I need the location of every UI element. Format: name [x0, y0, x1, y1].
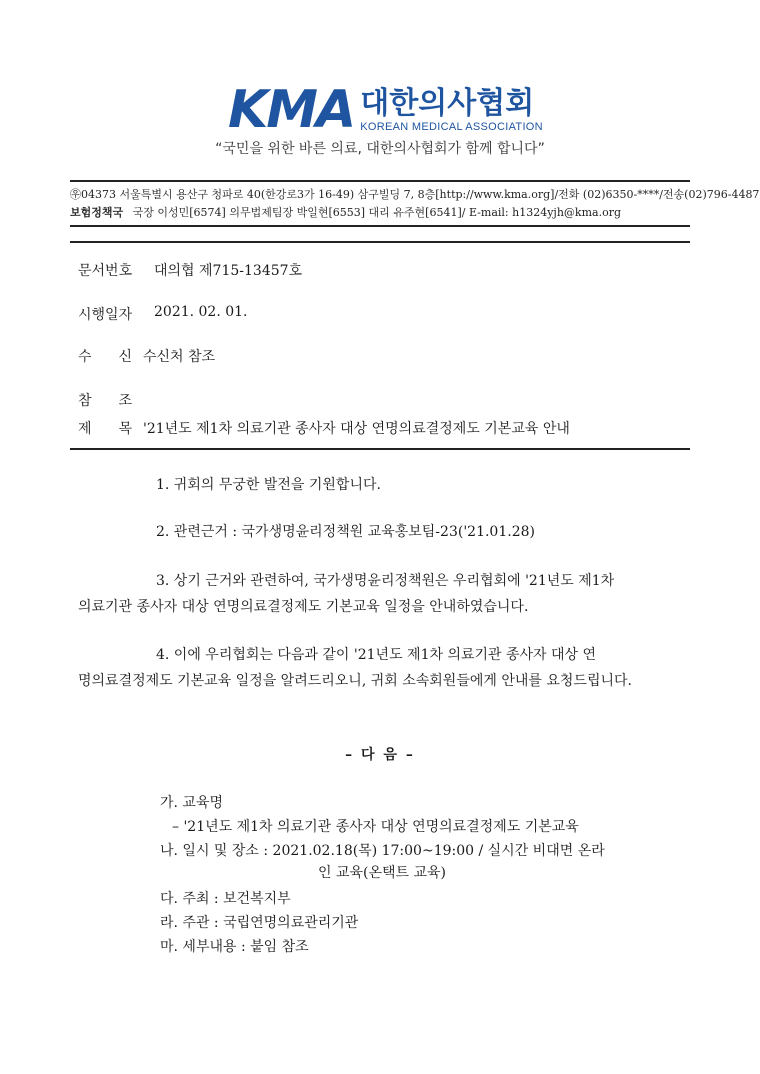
paragraph-4-rest: 명의료결정제도 기본교육 일정을 알려드리오니, 귀회 소속회원들에게 안내를 요청드립니다. — [78, 673, 632, 689]
recipient-label — [78, 346, 132, 366]
top-rule — [70, 180, 690, 182]
subject-label-1: 제 — [78, 421, 92, 437]
kma-logo — [228, 80, 543, 140]
item-d: 라. 주관 : 국립연명의료관리기관 — [160, 915, 359, 931]
org-name-block — [360, 88, 543, 133]
kma-logo-mark: KMA — [228, 80, 355, 140]
doc-number: 대의협 제715-13457호 — [154, 263, 303, 279]
paragraph-3-first-line: 3. 상기 근거와 관련하여, 국가생명윤리정책원은 우리협회에 '21년도 제1차 — [156, 573, 615, 589]
subject-rule — [70, 448, 690, 450]
details-heading: – 다 음 – — [345, 747, 415, 763]
recipient-row — [78, 346, 215, 366]
paragraph-4-first-line: 4. 이에 우리협회는 다음과 같이 '21년도 제1차 의료기관 종사자 대상 연 — [156, 647, 597, 663]
date-label: 시행일자 — [78, 307, 133, 323]
subject-label-2: 목 — [118, 421, 132, 437]
header-rule — [70, 241, 690, 243]
item-a-value: – '21년도 제1차 의료기관 종사자 대상 연명의료결정제도 기본교육 — [172, 819, 579, 835]
slogan: “국민을 위한 바른 의료, 대한의사협회가 함께 합니다” — [215, 141, 545, 157]
paragraph-2-text: 2. 관련근거 : 국가생명윤리정책원 교육홍보팀-23('21.01.28) — [156, 524, 535, 540]
item-b-line1: 나. 일시 및 장소 : 2021.02.18(목) 17:00~19:00 / 실시간 비대면 온라 — [160, 843, 605, 859]
reference-row — [78, 390, 132, 410]
staff-line: 국장 이성민[6574] 의무법제팀장 박일현[6553] 대리 유주현[6541]/ E-mail: h1324yjh@kma.org — [132, 206, 621, 219]
paragraph-2 — [78, 519, 690, 545]
address-line: ㉾04373 서울특별시 용산구 청파로 40(한강로3가 16-49) 삼구빌딩 7, 8층[http://www.kma.org]/전화 (02)6350-****/전송(02)796-4487 — [70, 188, 760, 201]
contact-block — [70, 186, 760, 222]
item-a-label: 가. 교육명 — [160, 795, 223, 811]
date-row — [78, 304, 248, 324]
paragraph-1-text: 1. 귀회의 무궁한 발전을 기원합니다. — [156, 477, 381, 493]
paragraph-3-rest: 의료기관 종사자 대상 연명의료결정제도 기본교육 일정을 안내하였습니다. — [78, 599, 529, 615]
item-c: 다. 주최 : 보건복지부 — [160, 891, 291, 907]
subject: '21년도 제1차 의료기관 종사자 대상 연명의료결정제도 기본교육 안내 — [143, 421, 570, 437]
org-name-korean: 대한의사협회 — [360, 86, 535, 121]
staff-line-row — [70, 204, 690, 222]
subject-label — [78, 418, 132, 438]
org-name-english: KOREAN MEDICAL ASSOCIATION — [360, 121, 543, 133]
doc-number-label: 문서번호 — [78, 263, 133, 279]
doc-number-row — [78, 260, 302, 280]
department: 보험정책국 — [70, 206, 124, 219]
recipient-label-1: 수 — [78, 349, 92, 365]
paragraph-1 — [78, 472, 690, 498]
paragraph-3 — [78, 568, 690, 620]
recipient-label-2: 신 — [118, 349, 132, 365]
reference-label-1: 참 — [78, 393, 92, 409]
paragraph-4 — [78, 642, 690, 694]
item-b-line2: 인 교육(온택트 교육) — [318, 865, 447, 881]
issue-date: 2021. 02. 01. — [154, 304, 248, 320]
reference-label — [78, 390, 132, 410]
subject-row — [78, 418, 570, 438]
reference-label-2: 조 — [118, 393, 132, 409]
contact-rule — [70, 225, 690, 227]
recipient: 수신처 참조 — [143, 349, 216, 365]
item-e: 마. 세부내용 : 붙임 참조 — [160, 939, 309, 955]
